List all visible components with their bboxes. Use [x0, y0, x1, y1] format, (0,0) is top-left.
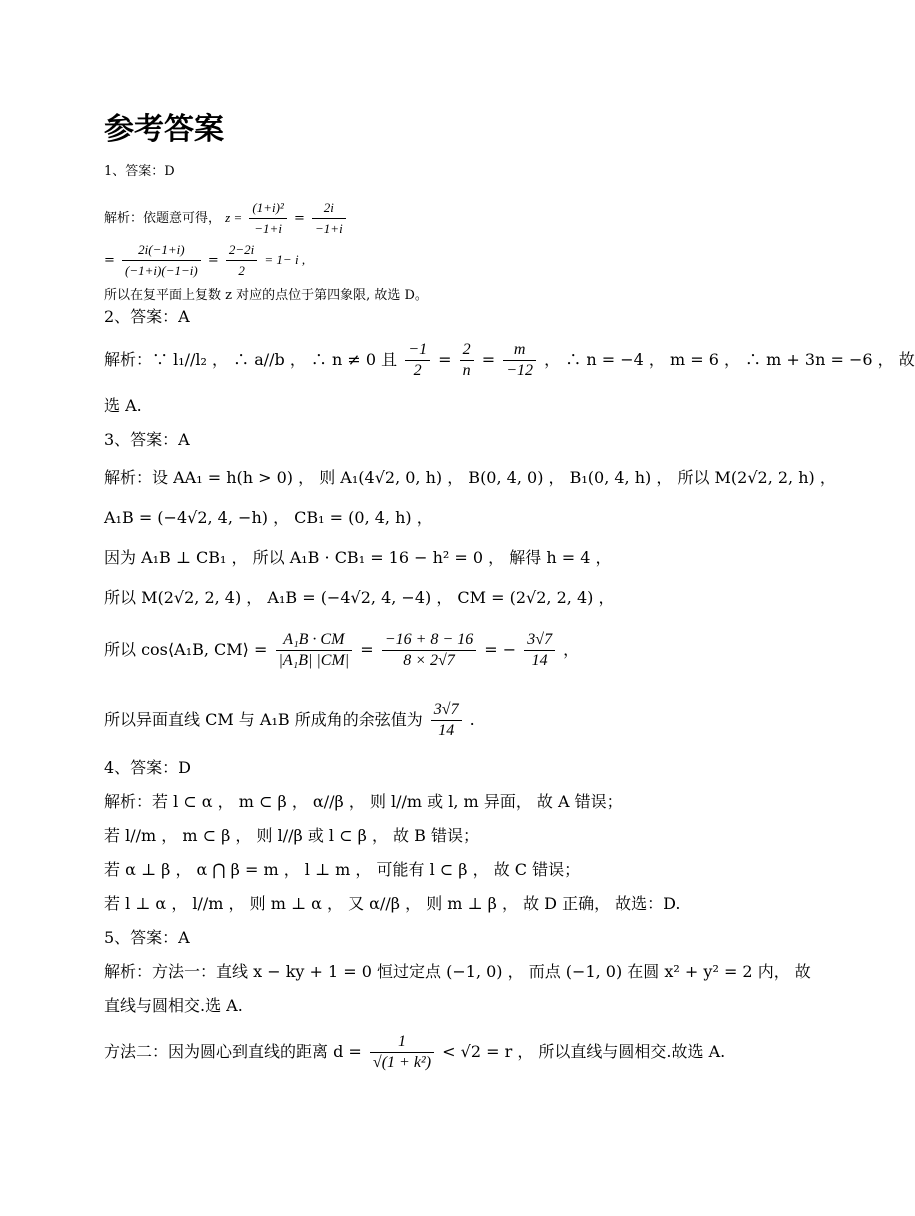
- q1-fraction-2: $\frac{2i}{-1+i}$: [312, 198, 346, 239]
- q3-cos-lhs: 所以 cos⟨A₁B, CM⟩ =: [104, 640, 268, 659]
- q3-answer: 3、答案：A: [104, 430, 190, 449]
- q5-method2-start: 方法二：因为圆心到直线的距离 d =: [104, 1042, 362, 1061]
- q3-solution-line1: 解析：设 AA₁ = h(h > 0) ， 则 A₁(4√2, 0, h) ， B(0, 4, 0) ， B₁(0, 4, h) ， 所以 M(2√2, 2, h) ，: [104, 468, 836, 487]
- q3-final-period: .: [469, 710, 475, 729]
- q1-equals-lead: =: [104, 253, 115, 268]
- q3-final-fraction: $\frac{3√7}{14}$: [431, 700, 462, 741]
- q3-cos-equals-neg: = −: [484, 640, 517, 659]
- q3-cos-equals: =: [360, 640, 374, 659]
- q4-answer: 4、答案：D: [104, 758, 192, 777]
- q4-solution-line2: 若 l//m ， m ⊂ β ， 则 l//β 或 l ⊂ β ， 故 B 错误；: [104, 826, 479, 845]
- q3-solution-line4: 所以 M(2√2, 2, 4) ， A₁B = (−4√2, 4, −4) ， CM = (2√2, 2, 4) ，: [104, 588, 615, 607]
- q1-equals: =: [293, 211, 305, 226]
- q1-fraction-4: $\frac{2-2i}{2}$: [226, 240, 257, 281]
- q3-solution-line3: 因为 A₁B ⊥ CB₁ ， 所以 A₁B · CB₁ = 16 − h² = 0 ， 解得 h = 4 ，: [104, 548, 612, 567]
- q3-final-text: 所以异面直线 CM 与 A₁B 所成角的余弦值为: [104, 710, 423, 729]
- q3-cos-fraction-1: $\frac{\text{A₁B · CM}}{\text{|A₁B| |CM|}}$: [276, 630, 353, 671]
- q1-fraction-3: $\frac{2i(-1+i)}{(-1+i)(-1-i)}$: [122, 240, 201, 281]
- q3-cos-fraction-2: $\frac{-16 + 8 - 16}{8 \times 2√7}$: [382, 630, 476, 671]
- q5-method2-line: [104, 1032, 725, 1073]
- q5-solution-line2: 直线与圆相交.选 A.: [104, 996, 243, 1015]
- q3-final-line: [104, 700, 475, 741]
- q2-equals-1: =: [438, 350, 452, 369]
- q4-solution-line4: 若 l ⊥ α ， l//m ， 则 m ⊥ α ， 又 α//β ， 则 m ⊥ β ， 故 D 正确， 故选：D.: [104, 894, 681, 913]
- q1-z: z =: [225, 210, 243, 225]
- q3-cosine-line: [104, 630, 579, 671]
- q2-fraction-3: $\frac{m}{-12}$: [503, 340, 536, 381]
- q1-equals-mid: =: [207, 253, 219, 268]
- q4-solution-line3: 若 α ⊥ β ， α ⋂ β = m ， l ⊥ m ， 可能有 l ⊂ β ， 故 C 错误；: [104, 860, 581, 879]
- q3-cos-fraction-3: $\frac{3√7}{14}$: [524, 630, 555, 671]
- q3-solution-line2: A₁B = (−4√2, 4, −h) ， CB₁ = (0, 4, h) ，: [104, 508, 433, 527]
- q1-answer: 1、答案：D: [104, 164, 175, 179]
- q1-result: = 1− i ,: [264, 252, 306, 267]
- q3-cos-tail: ，: [563, 640, 580, 659]
- q2-solution-end: ， ∴ n = −4 ， m = 6 ， ∴ m + 3n = −6 ， 故: [544, 350, 915, 369]
- q2-answer: 2、答案：A: [104, 307, 190, 326]
- q2-solution-line2: 选 A.: [104, 396, 142, 415]
- q2-fraction-1: $\frac{-1}{2}$: [405, 340, 430, 381]
- q5-answer: 5、答案：A: [104, 928, 190, 947]
- q1-conclusion: 所以在复平面上复数 z 对应的点位于第四象限, 故选 D。: [104, 288, 428, 303]
- q2-solution-start: 解析：∵ l₁//l₂ ， ∴ a//b ， ∴ n ≠ 0 且: [104, 350, 398, 369]
- q5-method2-end: < √2 = r ， 所以直线与圆相交.故选 A.: [442, 1042, 726, 1061]
- q2-solution-line1: [104, 340, 915, 381]
- q5-solution-line1: 解析：方法一：直线 x − ky + 1 = 0 恒过定点 (−1, 0) ， 而点 (−1, 0) 在圆 x² + y² = 2 内， 故: [104, 962, 811, 981]
- q1-fraction-1: $\frac{\text{(1+i)²}}{-1+i}$: [249, 198, 286, 239]
- q1-solution-label: 解析：依题意可得，: [104, 211, 222, 226]
- q2-fraction-2: $\frac{2}{n}$: [460, 340, 474, 381]
- q5-distance-fraction: $\frac{1}{\text{√(1 + k²)}}$: [370, 1032, 434, 1073]
- q2-equals-2: =: [481, 350, 496, 369]
- page-title: 参考答案: [104, 112, 224, 147]
- q4-solution-line1: 解析：若 l ⊂ α ， m ⊂ β ， α//β ， 则 l//m 或 l, m 异面， 故 A 错误；: [104, 792, 623, 811]
- q1-solution-line1: [104, 198, 349, 239]
- q1-solution-line2: [104, 240, 305, 281]
